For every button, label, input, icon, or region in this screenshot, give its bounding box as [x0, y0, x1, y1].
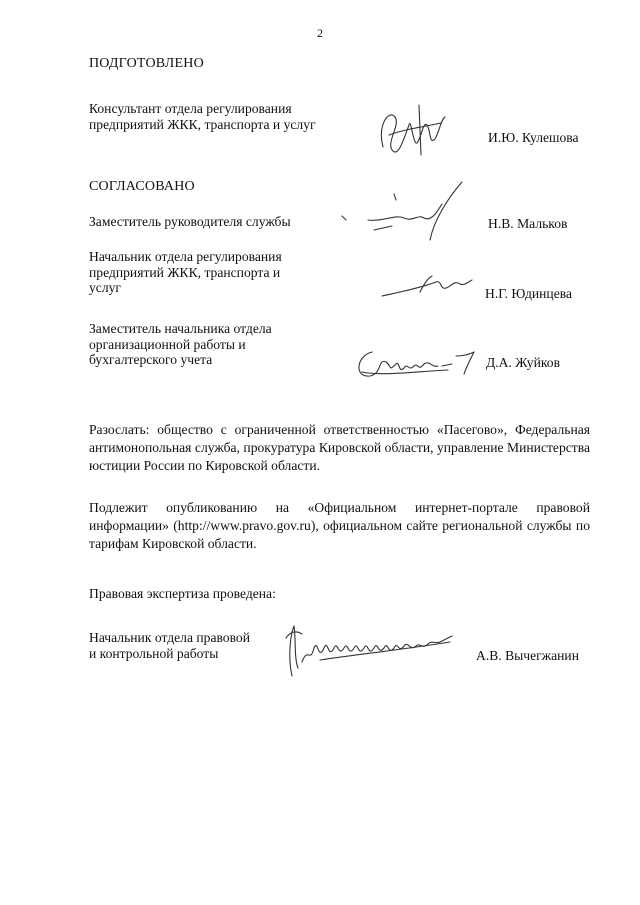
signature-yudintseva: [380, 272, 475, 302]
signature-vychegzhanin: [280, 618, 460, 680]
position-line: предприятий ЖКК, транспорта и услуг: [89, 116, 316, 132]
publication-text: Подлежит опубликованию на «Официальном интернет-портале правовой информации» (http://www.pravo.gov.ru), официальном сайте региональной службы по тарифам Кировской области.: [89, 500, 590, 551]
position-line: Начальник отдела правовой: [89, 630, 251, 645]
position-line: Начальник отдела регулирования: [89, 249, 282, 264]
position-line: бухгалтерского учета: [89, 352, 213, 367]
position-line: Заместитель начальника отдела: [89, 321, 272, 336]
signer-3-position: [89, 321, 272, 368]
prepared-position: [89, 101, 316, 132]
signer-1-position: [89, 214, 291, 230]
approved-heading: СОГЛАСОВАНО: [89, 179, 195, 194]
signer-2-position: [89, 249, 282, 296]
position-line: предприятий ЖКК, транспорта и: [89, 264, 281, 280]
signer-1-name: Н.В. Мальков: [488, 216, 568, 231]
position-line: организационной работы и: [89, 336, 246, 352]
signer-3-name: Д.А. Жуйков: [486, 355, 561, 370]
legal-review-name: А.В. Вычегжанин: [476, 648, 579, 663]
prepared-name: И.Ю. Кулешова: [488, 130, 579, 145]
legal-review-note: Правовая экспертиза проведена:: [89, 586, 276, 601]
signature-zhuikov: [352, 342, 477, 384]
position-line: и контрольной работы: [89, 645, 219, 661]
position-line: Консультант отдела регулирования: [89, 101, 292, 116]
prepared-heading: ПОДГОТОВЛЕНО: [89, 56, 204, 71]
position-line: услуг: [89, 280, 121, 295]
legal-review-position: [89, 630, 250, 661]
distribution-text: Разослать: общество с ограниченной ответственностью «Пасегово», Федеральная антимонопольная служба, прокуратура Кировской области, управление Министерства юстиции России по Кировской области.: [89, 422, 590, 473]
page-number: 2: [317, 26, 323, 40]
signature-malkov: [338, 180, 468, 250]
signature-kuleshova: [375, 95, 450, 165]
position-line: Заместитель руководителя службы: [89, 214, 291, 229]
signer-2-name: Н.Г. Юдинцева: [485, 286, 573, 301]
